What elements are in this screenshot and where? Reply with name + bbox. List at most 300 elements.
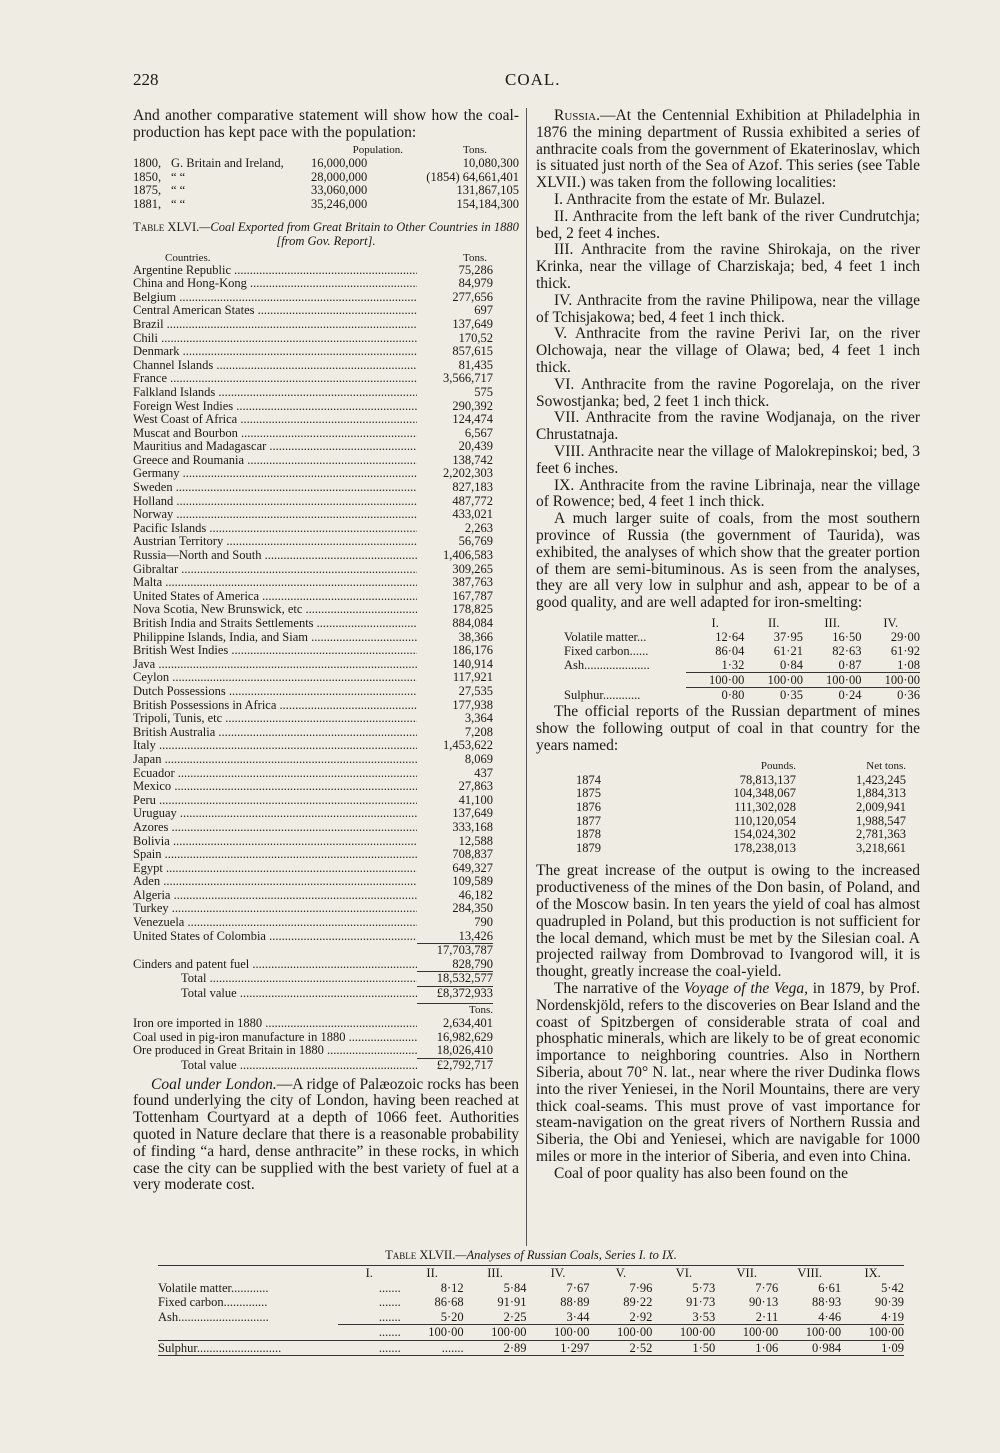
table-xlvii-caption: Table XLVII.—Analyses of Russian Coals, Series I. to IX. xyxy=(385,1248,677,1262)
export-country: Algeria ..... xyxy=(133,889,417,903)
export-row xyxy=(133,658,493,672)
output-net-tons: 2,781,363 xyxy=(856,827,906,842)
population-row xyxy=(133,157,519,171)
bt-total: 100·00 xyxy=(491,1325,527,1339)
iron-value: 18,026,410 xyxy=(436,1043,493,1058)
output-net-tons: 2,009,941 xyxy=(856,800,906,815)
bt-cell: 4·19 xyxy=(841,1310,904,1326)
ra-total: 100·00 xyxy=(686,673,745,688)
export-country: Muscat and Bourbon ..... xyxy=(133,427,417,441)
pop-year: 1881, xyxy=(133,196,162,211)
output-net-tons: 1,988,547 xyxy=(856,813,906,828)
pop-tons: 131,867,105 xyxy=(456,183,519,198)
bt-cell: 7·96 xyxy=(629,1280,653,1295)
bt-total: 100·00 xyxy=(428,1325,464,1339)
bt-total: 100·00 xyxy=(679,1325,716,1339)
export-row xyxy=(133,400,493,414)
net-tons-header: Net tons. xyxy=(866,760,906,773)
export-tons: 575 xyxy=(474,384,493,399)
export-tons: 117,921 xyxy=(452,670,493,685)
bt-label: Fixed carbon.............. xyxy=(158,1295,268,1309)
bt-cell: 5·20 xyxy=(401,1310,464,1326)
bt-sulphur-cell: 1·297 xyxy=(560,1340,590,1355)
ra-col-header: IV. xyxy=(883,615,899,630)
export-row xyxy=(133,835,493,849)
pop-value: 16,000,000 xyxy=(311,156,368,171)
bt-cell: 4·46 xyxy=(778,1310,841,1326)
export-tons: 6,567 xyxy=(464,425,493,440)
ra-sulphur-cell: 0·35 xyxy=(780,687,803,702)
ra-col-header: I. xyxy=(711,615,719,630)
pop-place: “ “ xyxy=(171,196,186,211)
export-row xyxy=(133,712,493,726)
page-number: 228 xyxy=(133,70,159,89)
ra-sulphur-cell: 0·36 xyxy=(897,687,920,702)
export-row xyxy=(133,916,493,930)
locality-item: VI. Anthracite from the ravine Pogorelaja, on the river Sowostjanka; bed, 2 feet 1 inch thick. xyxy=(536,375,920,410)
export-row xyxy=(133,862,493,876)
bt-cell: 88·93 xyxy=(811,1295,842,1309)
export-country: Foreign West Indies ..... xyxy=(133,400,417,414)
export-tons: 1,406,583 xyxy=(443,548,493,563)
export-tons: 487,772 xyxy=(452,493,493,508)
export-country: British Possessions in Africa ..... xyxy=(133,699,417,713)
bt-row xyxy=(158,1281,904,1296)
export-tons: 46,182 xyxy=(458,887,493,902)
export-country: Mauritius and Madagascar ..... xyxy=(133,440,417,454)
total-value: 18,532,577 xyxy=(436,971,493,986)
tons-header: Tons. xyxy=(463,143,487,156)
iron-value: 2,634,401 xyxy=(443,1016,493,1031)
table-xlvii xyxy=(158,1265,904,1356)
export-tons: 137,649 xyxy=(452,316,493,331)
bt-sulphur-cell: 2·89 xyxy=(503,1340,527,1355)
ra-sulphur-cell: 0·24 xyxy=(838,687,862,702)
ra-cell: 29·00 xyxy=(890,629,920,644)
ra-col-header: III. xyxy=(824,615,841,630)
export-country: Azores ..... xyxy=(133,821,417,835)
iron-row xyxy=(133,1044,493,1058)
export-row xyxy=(133,753,493,767)
bt-sulphur-cell: 1·50 xyxy=(692,1340,716,1355)
export-country: Malta ..... xyxy=(133,576,417,590)
bt-cell: 5·84 xyxy=(503,1280,527,1295)
bt-cell: 88·89 xyxy=(560,1295,590,1309)
bt-sulphur-cell: ....... xyxy=(378,1340,401,1355)
export-country: Gibraltar ..... xyxy=(133,563,417,577)
output-table xyxy=(536,760,920,855)
export-row xyxy=(133,821,493,835)
total-label: Total ..... xyxy=(181,972,417,986)
bt-cell: 90·13 xyxy=(749,1295,779,1309)
export-country: Nova Scotia, New Brunswick, etc ..... xyxy=(133,603,417,617)
export-row xyxy=(133,495,493,509)
export-tons: 8,069 xyxy=(464,751,493,766)
ra-row xyxy=(564,644,920,658)
export-country: Sweden ..... xyxy=(133,481,417,495)
export-country: Turkey ..... xyxy=(133,902,417,916)
export-country: Japan ..... xyxy=(133,753,417,767)
export-country: Austrian Territory ..... xyxy=(133,535,417,549)
pop-value: 33,060,000 xyxy=(311,183,368,198)
london-paragraph: Coal under London.—A ridge of Palæozoic rocks has been found underlying the city of London, having been reached at Tottenham Courtyard at a depth of 1066 feet. Authorities quoted in Nature declare that there is a reasonable probability of finding “a hard, dense anthracite” in these rocks, in which case the city can be supplied with the best variety of fuel at a very moderate cost. xyxy=(133,1075,519,1194)
export-tons: 81,435 xyxy=(458,357,493,372)
export-country: Denmark ..... xyxy=(133,345,417,359)
page-title: COAL. xyxy=(505,70,561,89)
locality-item: I. Anthracite from the estate of Mr. Bulazel. xyxy=(554,190,826,208)
export-country: Channel Islands ..... xyxy=(133,359,417,373)
output-row xyxy=(536,774,920,788)
pounds-header: Pounds. xyxy=(760,760,796,773)
bt-sulphur-cell: 1·09 xyxy=(881,1340,905,1355)
export-tons: 884,084 xyxy=(452,616,493,630)
output-year: 1875 xyxy=(576,786,601,801)
pop-year: 1850, xyxy=(133,169,162,184)
bt-cell: 2·11 xyxy=(715,1310,778,1326)
export-row xyxy=(133,631,493,645)
vega-paragraph: The narrative of the Voyage of the Vega, in 1879, by Prof. Nordenskjöld, refers to the discoveries on Bear Island and the coast of Spitzbergen of considerable strata of coal and phosphatic minerals, which are likely to be of great economic importance to neighboring countries. Also in Northern Siberia, about 70° N. lat., near where the river Dudinka flows into the river Yeniesei, in the Noril Mountains, there are very thick coal-seams. This must prove of vast importance for steam-navigation on the great rivers of Northern Russia and Siberia, the Obi and Yeniesei, which are navigable for 1000 miles or more in the interior of Siberia, and even into China. xyxy=(536,980,920,1165)
bt-cell: 7·67 xyxy=(566,1280,590,1295)
export-tons: 2,202,303 xyxy=(443,466,493,481)
population-row xyxy=(133,171,519,185)
pop-place: “ “ xyxy=(171,169,186,184)
bt-row xyxy=(158,1295,904,1310)
export-row xyxy=(133,304,493,318)
export-row xyxy=(133,332,493,346)
bt-total: 100·00 xyxy=(554,1325,590,1339)
locality-item: VIII. Anthracite near the village of Malokrepinskoi; bed, 3 feet 6 inches. xyxy=(536,442,920,477)
export-tons: 1,453,622 xyxy=(443,738,493,753)
export-row xyxy=(133,875,493,889)
ra-col-header: II. xyxy=(767,615,780,630)
bt-cell: ....... xyxy=(338,1310,401,1326)
ra-row xyxy=(564,630,920,644)
increase-paragraph: The great increase of the output is owing to the increased productiveness of the mines of the Don basin, of Poland, and of the Moscow basin. In ten years the yield of coal has almost quadrupled in Poland, but this production is not sufficient for the local demand, which must be met by the Silesian coal. A projected railway from Dombrovad to Ivangorod will, it is thought, greatly increase the coal-yield. xyxy=(536,862,920,981)
bt-sulphur-cell: ....... xyxy=(441,1340,464,1355)
export-tons: 13,426 xyxy=(458,928,493,943)
export-row xyxy=(133,467,493,481)
export-tons: 2,263 xyxy=(464,520,493,535)
bt-cell: 7·76 xyxy=(755,1280,779,1295)
export-row xyxy=(133,780,493,794)
bt-total: 100·00 xyxy=(616,1325,653,1339)
export-tons: 7,208 xyxy=(464,724,493,739)
cinders-value: 828,790 xyxy=(452,956,493,971)
export-country: Egypt ..... xyxy=(133,862,417,876)
export-tons: 433,021 xyxy=(452,507,493,522)
export-row xyxy=(133,277,493,291)
export-row xyxy=(133,318,493,332)
bt-col-header: V. xyxy=(615,1266,627,1280)
export-row xyxy=(133,767,493,781)
export-tons: 186,176 xyxy=(452,643,493,658)
export-tons: 309,265 xyxy=(452,561,493,576)
export-tons: 649,327 xyxy=(452,860,493,875)
export-tons: 827,183 xyxy=(452,480,493,495)
ra-cell: 82·63 xyxy=(832,643,862,658)
export-country: Dutch Possessions ..... xyxy=(133,685,417,699)
ra-cell: 16·50 xyxy=(832,629,862,644)
export-row xyxy=(133,427,493,441)
export-tons: 3,364 xyxy=(464,711,493,726)
suite-paragraph: A much larger suite of coals, from the most southern province of Russia (the government of Taurida), was exhibited, the analyses of which show that the greater portion of them are semi-bituminous. As is seen from the analyses, they are all very low in sulphur and ash, appear to be of a good quality, and are well adapted for iron-smelting: xyxy=(536,510,920,612)
bt-cell: 90·39 xyxy=(874,1295,905,1309)
bt-sulphur-label: Sulphur........................... xyxy=(158,1340,282,1355)
output-row xyxy=(536,787,920,801)
locality-item: II. Anthracite from the left bank of the river Cundrutchja; bed, 2 feet 4 inches. xyxy=(536,207,920,242)
iron-value: 16,982,629 xyxy=(436,1029,493,1044)
pop-tons: 154,184,300 xyxy=(456,196,519,211)
bt-cell: 8·12 xyxy=(440,1280,464,1295)
total-money-value: £8,372,933 xyxy=(436,986,493,1001)
output-row xyxy=(536,801,920,815)
ra-cell: 86·04 xyxy=(715,643,745,658)
poor-quality-paragraph: Coal of poor quality has also been found on the xyxy=(554,1164,849,1182)
bt-total: ....... xyxy=(378,1325,401,1339)
pop-tons: 10,080,300 xyxy=(462,156,519,171)
iron-label: Ore produced in Great Britain in 1880 ..... xyxy=(133,1044,417,1058)
export-tons: 697 xyxy=(474,303,493,318)
export-country: Ceylon ..... xyxy=(133,671,417,685)
locality-item: IX. Anthracite from the ravine Librinaja, near the village of Rowence; bed, 4 feet 1 inch thick. xyxy=(536,476,920,511)
ra-cell: 0·84 xyxy=(744,658,803,673)
export-row xyxy=(133,807,493,821)
export-country: Pacific Islands ..... xyxy=(133,522,417,536)
intro-paragraph: And another comparative statement will show how the coal-production has kept pace with the population: xyxy=(133,107,519,141)
export-tons: 178,825 xyxy=(452,602,493,617)
left-column xyxy=(133,108,519,1194)
bt-sulphur-cell: 1·06 xyxy=(755,1340,779,1355)
output-row xyxy=(536,828,920,842)
export-country: Russia—North and South ..... xyxy=(133,549,417,563)
output-pounds: 154,024,302 xyxy=(733,827,796,842)
export-row xyxy=(133,535,493,549)
export-tons: 38,366 xyxy=(458,629,493,644)
export-tons: 75,286 xyxy=(458,262,493,277)
export-country: Brazil ..... xyxy=(133,318,417,332)
ra-sulphur-cell: 0·80 xyxy=(721,687,745,702)
ra-cell: 1·32 xyxy=(686,658,745,673)
pop-value: 28,000,000 xyxy=(311,169,368,184)
export-row xyxy=(133,454,493,468)
export-row xyxy=(133,264,493,278)
export-country: Ecuador ..... xyxy=(133,767,417,781)
output-year: 1876 xyxy=(576,800,601,815)
ra-cell: 0·87 xyxy=(803,658,862,673)
ra-total: 100·00 xyxy=(803,673,862,688)
export-country: Holland ..... xyxy=(133,495,417,509)
bt-col-header: VI. xyxy=(675,1266,692,1280)
export-row xyxy=(133,617,493,631)
locality-item: V. Anthracite from the ravine Perivi Iar, on the river Olchowaja, near the village of Olawa; bed, 4 feet 1 inch thick. xyxy=(536,325,920,376)
ra-cell: 61·92 xyxy=(890,643,920,658)
ra-total: 100·00 xyxy=(744,673,803,688)
russian-analysis-table xyxy=(564,616,920,702)
export-country: Bolivia ..... xyxy=(133,835,417,849)
subtotal-value: 17,703,787 xyxy=(436,943,493,958)
export-country: Argentine Republic ..... xyxy=(133,264,417,278)
iron-total-value: £2,792,717 xyxy=(436,1058,493,1072)
export-country: Central American States ..... xyxy=(133,304,417,318)
export-row xyxy=(133,590,493,604)
output-year: 1878 xyxy=(576,827,601,842)
export-tons: 167,787 xyxy=(452,588,493,603)
export-tons: 857,615 xyxy=(452,344,493,359)
export-tons: 20,439 xyxy=(458,439,493,454)
export-row xyxy=(133,359,493,373)
export-tons: 177,938 xyxy=(452,697,493,712)
export-tons: 109,589 xyxy=(452,874,493,889)
locality-item: III. Anthracite from the ravine Shirokaja, on the river Krinka, near the village of Charziskaja; bed, 4 feet 1 inch thick. xyxy=(536,241,920,292)
table-xlvi-caption: Table XLVI.—Coal Exported from Great Britain to Other Countries in 1880 [from Gov. Report]. xyxy=(133,219,519,248)
localities-list xyxy=(536,192,920,511)
bt-cell: 3·53 xyxy=(652,1310,715,1326)
export-row xyxy=(133,413,493,427)
export-tons: 12,588 xyxy=(458,833,493,848)
export-tons: 290,392 xyxy=(452,398,493,413)
ra-label: Fixed carbon...... xyxy=(564,643,649,658)
export-row xyxy=(133,739,493,753)
bt-col-header: III. xyxy=(487,1266,503,1280)
export-tons: 27,535 xyxy=(458,683,493,698)
export-row xyxy=(133,576,493,590)
export-country: Mexico ..... xyxy=(133,780,417,794)
ra-label: Ash..................... xyxy=(564,657,650,672)
bt-col-header: II. xyxy=(426,1266,438,1280)
population-row xyxy=(133,198,519,212)
export-row xyxy=(133,644,493,658)
tons-col-header: Tons. xyxy=(463,251,487,264)
export-tons: 137,649 xyxy=(452,806,493,821)
export-row xyxy=(133,699,493,713)
ra-row xyxy=(564,658,920,673)
exports-table xyxy=(133,264,493,944)
bt-cell: 5·42 xyxy=(881,1280,905,1295)
bt-total: 100·00 xyxy=(742,1325,779,1339)
bt-label: Ash............................. xyxy=(158,1309,269,1324)
bt-row xyxy=(158,1310,904,1326)
export-tons: 124,474 xyxy=(452,412,493,427)
bt-cell: 3·44 xyxy=(527,1310,590,1326)
export-row xyxy=(133,563,493,577)
export-tons: 170,52 xyxy=(458,330,493,345)
export-row xyxy=(133,291,493,305)
countries-header: Countries. xyxy=(165,251,211,264)
pop-place: “ “ xyxy=(171,183,186,198)
export-country: Germany ..... xyxy=(133,467,417,481)
export-tons: 27,863 xyxy=(458,779,493,794)
export-row xyxy=(133,481,493,495)
export-country: Java ..... xyxy=(133,658,417,672)
russia-paragraph: Russia.—At the Centennial Exhibition at Philadelphia in 1876 the mining department of Russia exhibited a series of anthracite coals from the government of Ekaterinoslav, which is situated just north of the Sea of Azof. This series (see Table XLVII.) was taken from the following localities: xyxy=(536,107,920,192)
export-country: Falkland Islands ..... xyxy=(133,386,417,400)
iron-tons-header: Tons. xyxy=(469,1003,493,1016)
export-country: Chili ..... xyxy=(133,332,417,346)
bt-cell: 89·22 xyxy=(623,1295,653,1309)
bt-col-header: VIII. xyxy=(797,1266,822,1280)
output-pounds: 178,238,013 xyxy=(733,840,796,855)
export-row xyxy=(133,522,493,536)
export-tons: 284,350 xyxy=(452,901,493,916)
output-year: 1874 xyxy=(576,772,601,787)
bt-col-header: IX. xyxy=(864,1266,881,1280)
right-column xyxy=(536,108,920,1183)
column-divider xyxy=(526,108,527,1246)
pop-tons: (1854) 64,661,401 xyxy=(426,169,519,184)
bt-cell: ....... xyxy=(378,1295,401,1309)
export-country: Spain ..... xyxy=(133,848,417,862)
export-tons: 333,168 xyxy=(452,819,493,834)
output-row xyxy=(536,842,920,856)
export-country: Tripoli, Tunis, etc ..... xyxy=(133,712,417,726)
ra-cell: 37·95 xyxy=(773,629,803,644)
iron-row xyxy=(133,1031,493,1045)
population-table xyxy=(133,144,519,212)
bt-total: 100·00 xyxy=(805,1325,842,1339)
official-paragraph: The official reports of the Russian department of mines show the following output of coal in that country for the years named: xyxy=(536,702,920,754)
export-row xyxy=(133,603,493,617)
bt-cell: ....... xyxy=(378,1280,401,1295)
export-row xyxy=(133,508,493,522)
export-tons: 84,979 xyxy=(458,276,493,291)
population-row xyxy=(133,184,519,198)
export-tons: 437 xyxy=(474,765,493,780)
export-country: British Australia ..... xyxy=(133,726,417,740)
export-row xyxy=(133,671,493,685)
export-row xyxy=(133,345,493,359)
ra-sulphur-label: Sulphur............ xyxy=(564,687,641,702)
export-tons: 41,100 xyxy=(458,792,493,807)
bt-cell: 91·73 xyxy=(686,1295,716,1309)
output-row xyxy=(536,815,920,829)
bt-col-header: I. xyxy=(365,1266,373,1280)
export-row xyxy=(133,372,493,386)
iron-label: Iron ore imported in 1880 ..... xyxy=(133,1017,417,1031)
export-tons: 790 xyxy=(474,915,493,930)
export-row xyxy=(133,549,493,563)
export-tons: 140,914 xyxy=(452,656,493,671)
export-country: Greece and Roumania ..... xyxy=(133,454,417,468)
export-row xyxy=(133,440,493,454)
export-country: China and Hong-Kong ..... xyxy=(133,277,417,291)
export-row xyxy=(133,902,493,916)
export-country: Aden ..... xyxy=(133,875,417,889)
export-row xyxy=(133,386,493,400)
export-row xyxy=(133,848,493,862)
ra-cell: 61·21 xyxy=(773,643,803,658)
population-header: Population. xyxy=(352,143,403,156)
export-country: Norway ..... xyxy=(133,508,417,522)
export-country: West Coast of Africa ..... xyxy=(133,413,417,427)
export-tons: 277,656 xyxy=(452,289,493,304)
export-tons: 138,742 xyxy=(452,452,493,467)
ra-total: 100·00 xyxy=(861,673,920,688)
ra-label: Volatile matter... xyxy=(564,629,647,644)
export-tons: 3,566,717 xyxy=(443,371,493,386)
locality-item: VII. Anthracite from the ravine Wodjanaja, on the river Chrustatnaja. xyxy=(536,409,920,444)
output-net-tons: 1,884,313 xyxy=(856,786,906,801)
export-country: United States of Colombia ..... xyxy=(133,930,417,944)
bt-cell: 86·68 xyxy=(434,1295,464,1309)
export-row xyxy=(133,726,493,740)
bt-cell: 5·73 xyxy=(692,1280,716,1295)
output-net-tons: 3,218,661 xyxy=(856,840,906,855)
export-row xyxy=(133,685,493,699)
bt-cell: 91·91 xyxy=(497,1295,527,1309)
export-country: British West Indies ..... xyxy=(133,644,417,658)
export-country: Italy ..... xyxy=(133,739,417,753)
bt-cell: 2·25 xyxy=(464,1310,527,1326)
